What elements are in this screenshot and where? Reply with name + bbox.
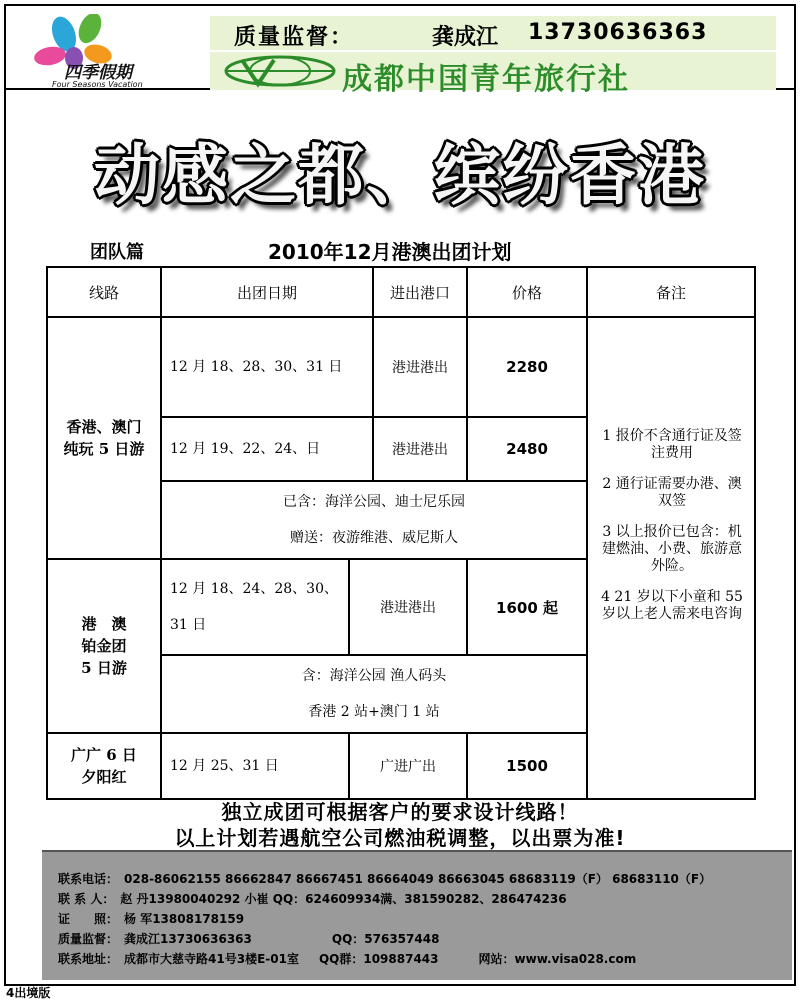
header-port: 进出港口: [373, 267, 467, 317]
route2-included: 含：海洋公园 渔人码头 香港 2 站+澳门 1 站: [161, 655, 587, 733]
header-dates: 出团日期: [161, 267, 373, 317]
note-2: 2 通行证需要办港、澳双签: [602, 476, 742, 509]
headline: 动感之都、缤纷香港: [94, 136, 706, 214]
route2-dates: 12 月 18、24、28、30、 31 日: [161, 559, 349, 655]
logo-text: 四季假期: [64, 63, 132, 83]
route2-port: 港进港出: [349, 559, 467, 655]
cyts-globe-icon: [222, 54, 338, 88]
route3-price: 1500: [467, 733, 587, 799]
route1-port-2: 港进港出: [373, 417, 467, 481]
plan-title: 2010年12月港澳出团计划: [268, 240, 512, 264]
route1-price-1: 2280: [467, 317, 587, 417]
route1-port-1: 港进港出: [373, 317, 467, 417]
route1-included: 已含：海洋公园、迪士尼乐园 赠送：夜游维港、威尼斯人: [161, 481, 587, 559]
note-4: 4 21 岁以下小童和 55 岁以上老人需来电咨询: [601, 589, 743, 622]
qs-label: 质量监督：: [234, 25, 355, 50]
header-price: 价格: [467, 267, 587, 317]
table-row: [47, 317, 755, 417]
logo-subtext: Four Seasons Vacation: [52, 80, 143, 89]
route1-dates-2: 12 月 19、22、24、日: [161, 417, 373, 481]
slogan-fuel-tax: 以上计划若遇航空公司燃油税调整，以出票为准!: [174, 826, 626, 850]
route1-name: 香港、澳门 纯玩 5 日游: [47, 317, 161, 559]
header: [6, 6, 794, 97]
qs-phone: 13730636363: [528, 20, 708, 45]
section-label: 团队篇: [90, 242, 144, 263]
note-3: 3 以上报价已包含：机建燃油、小费、旅游意外险。: [602, 524, 743, 574]
qs-name: 龚成江: [432, 25, 499, 50]
route3-dates: 12 月 25、31 日: [161, 733, 349, 799]
slogan-custom-route: 独立成团可根据客户的要求设计线路！: [221, 800, 579, 824]
table-header-row: [47, 267, 755, 317]
quality-supervisor-bar: [210, 16, 776, 50]
agency-bar: [210, 52, 776, 97]
contact-person: 联 系 人： 赵 丹13980040292 小崔 QQ：624609934满、381590282、286474236: [58, 892, 567, 906]
agency-name: 成都中国青年旅行社: [342, 62, 630, 97]
route1-price-2: 2480: [467, 417, 587, 481]
note-1: 1 报价不含通行证及签注费用: [602, 428, 742, 461]
contact-phone: 联系电话： 028-86062155 86662847 86667451 86664049 86663045 68683119（F） 68683110（F）: [58, 872, 712, 886]
contact-address: 联系地址： 成都市大慈寺路41号3楼E-01室 QQ群：109887443 网站：www.visa028.com: [58, 952, 637, 966]
route2-price: 1600 起: [467, 559, 587, 655]
tour-plan-table: [46, 266, 756, 800]
route1-dates-1: 12 月 18、28、30、31 日: [161, 317, 373, 417]
header-route: 线路: [47, 267, 161, 317]
website-link[interactable]: 网站：www.visa028.com: [478, 952, 637, 966]
route3-name: 广广 6 日 夕阳红: [47, 733, 161, 799]
notes-cell: [587, 317, 755, 799]
footer-tag: 4出境版: [6, 986, 51, 1000]
contact-box: [42, 850, 792, 980]
route2-name: 港 澳 铂金团 5 日游: [47, 559, 161, 733]
header-notes: 备注: [587, 267, 755, 317]
contact-quality: 质量监督： 龚成江13730636363 QQ：576357448: [58, 932, 440, 946]
contact-cert: 证 照： 杨 军13808178159: [58, 912, 245, 926]
route3-port: 广进广出: [349, 733, 467, 799]
